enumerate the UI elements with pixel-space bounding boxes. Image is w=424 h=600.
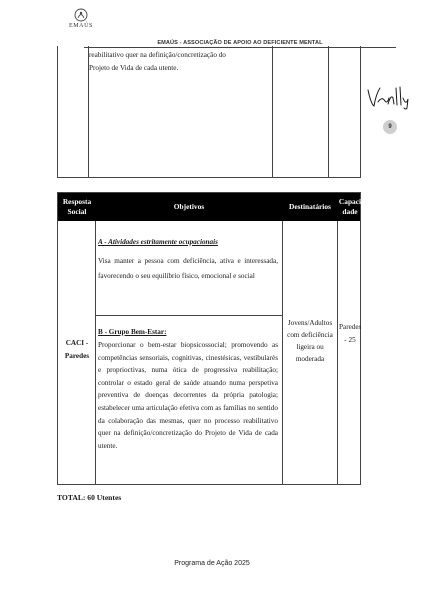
continuation-table — [57, 46, 361, 178]
organization-header: EMAÚS - ASSOCIAÇÃO DE APOIO AO DEFICIENTE MENTAL — [84, 40, 396, 48]
handwritten-signature — [366, 84, 414, 110]
column-divider — [95, 221, 96, 484]
destinatarios-cell: Jovens/Adultos com deficiência ligeira ou moderada — [287, 319, 333, 363]
emaus-emblem-icon — [74, 8, 88, 22]
table-header-row — [58, 193, 360, 221]
group-b-title — [98, 326, 278, 339]
continuation-line: reabilitativo quer na definição/concretização do — [89, 51, 226, 59]
header-destinatarios: Destinatários — [289, 202, 331, 211]
total-utentes: TOTAL: 60 Utentes — [57, 493, 122, 502]
column-divider — [328, 46, 329, 177]
column-divider — [337, 221, 338, 484]
continuation-line: Projeto de Vida de cada utente. — [89, 63, 179, 72]
objectives-table — [57, 192, 361, 485]
group-b-description: Proporcionar o bem-estar biopsicossocial; promovendo as competências sensoriais, cognitivas, cinestésicas, vestibularès e proprioctivas, numa ótica de progressiva reabilitação; controlar o estado geral de saúde atuando numa perspetiva preventiva de doenças decorrentes da própria patologia; estabelecer uma articulação efetiva com as famílias no sentido da colaboração das mesmas, quer no processo reabilitativo quer na definição/concretização do Projeto de Vida de cada utente. — [98, 341, 278, 450]
activity-a-title-text: A - Atividades estritamente ocupacionais — [98, 238, 218, 246]
row-divider — [95, 315, 282, 316]
resposta-social-cell: CACI - Paredes — [64, 339, 90, 360]
column-divider — [282, 221, 283, 484]
activity-a-description: Visa manter a pessoa com deficiência, ativa e interessada, favorecendo o seu equilíbrio físico, emocional e social — [98, 257, 278, 280]
organization-logo — [66, 8, 96, 29]
capacidade-cell: Paredes - 25 — [339, 323, 362, 344]
activity-a-title — [98, 236, 278, 249]
page-stamp: 9 — [383, 120, 397, 134]
logo-text: EMAÚS — [68, 23, 93, 29]
continuation-text — [89, 49, 272, 74]
header-objetivos: Objetivos — [173, 202, 205, 211]
group-b-title-text: B - Grupo Bem-Estar: — [98, 328, 167, 336]
header-capacidade: Capaci dade — [338, 197, 362, 216]
header-resposta-social: Resposta Social — [62, 197, 92, 216]
column-divider — [272, 46, 273, 177]
page-footer: Programa de Ação 2025 — [174, 560, 250, 567]
